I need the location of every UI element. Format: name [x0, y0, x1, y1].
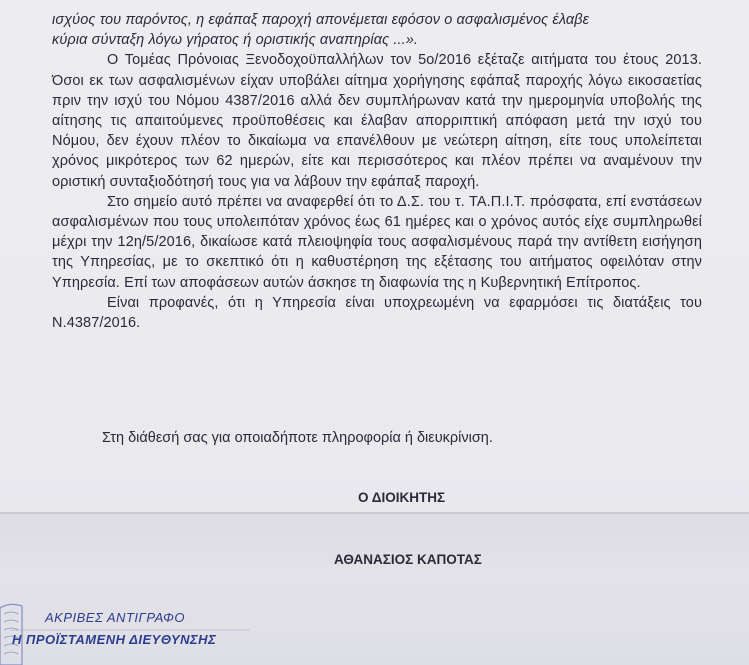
page-fold-line — [0, 512, 749, 514]
paragraph-obligation: Είναι προφανές, ότι η Υπηρεσία είναι υποχρεωμένη να εφαρμόσει τις διατάξεις του Ν.4387/2016. — [52, 294, 702, 332]
paragraph-board-decision: Στο σημείο αυτό πρέπει να αναφερθεί ότι το Δ.Σ. του τ. ΤΑ.Π.Ι.Τ. πρόσφατα, επί ενστάσεων ασφαλισμένων που τους υπολειπόταν χρόνος έως 61 ημέρες και ο χρόνος αυτός είχε συμπληρωθεί μέχρι την 12η/5/2016, δικαίωσε κατά πλειοψηφία τους ασφαλισμένους παρά την αντίθετη εισήγηση της Υπηρεσίας, με το σκεπτικό ότι η καθυστέρηση της εξέτασης του αιτήματος οφειλόταν στην Υπηρεσία. Επί των αποφάσεων αυτών άσκησε τη διαφωνία της η Κυβερνητική Επίτροπος. — [52, 193, 702, 291]
signatory-title: Ο ΔΙΟΙΚΗΤΗΣ — [358, 490, 446, 505]
stamp-certified-copy-text: ΑΚΡΙΒΕΣ ΑΝΤΙΓΡΑΦΟ — [45, 610, 186, 625]
stamp-department-head-text: Η ΠΡΟΪΣΤΑΜΕΝΗ ΔΙΕΥΘΥΝΣΗΣ — [12, 632, 217, 647]
signatory-name: ΑΘΑΝΑΣΙΟΣ ΚΑΠΟΤΑΣ — [334, 552, 482, 567]
closing-line: Στη διάθεσή σας για οποιαδήποτε πληροφορία ή διευκρίνιση. — [102, 430, 493, 446]
letter-body — [52, 10, 702, 333]
paragraph-hotel-employees-sector: Ο Τομέας Πρόνοιας Ξενοδοχοϋπαλλήλων τον 5ο/2016 εξέταζε αιτήματα του έτους 2013. Όσοι εκ των ασφαλισμένων είχαν υποβάλει αίτημα χορήγησης εφάπαξ παροχής λόγω εικοσαετίας πριν την ισχύ του Νόμου 4387/2016 αλλά δεν συμπλήρωναν κατά την ημερομηνία υποβολής της αίτησης τις απαιτούμενες προϋποθέσεις και έλαβαν απορριπτική απόφαση μετά την ισχύ του Νόμου, δεν έχουν πλέον το δικαίωμα να επανέλθουν με νεώτερη αίτηση, είτε τους υπολείπεται χρόνος μικρότερος των 62 ημερών, είτε και περισσότερος και πλέον πρέπει να αναμένουν την οριστική συνταξιοδότησή τους για να λάβουν την εφάπαξ παροχή. — [52, 52, 702, 190]
quote-line-1: ισχύος του παρόντος, η εφάπαξ παροχή απονέμεται εφόσον ο ασφαλισμένος έλαβε — [52, 12, 590, 28]
quote-line-2: κύρια σύνταξη λόγω γήρατος ή οριστικής αναπηρίας ...». — [52, 32, 419, 49]
